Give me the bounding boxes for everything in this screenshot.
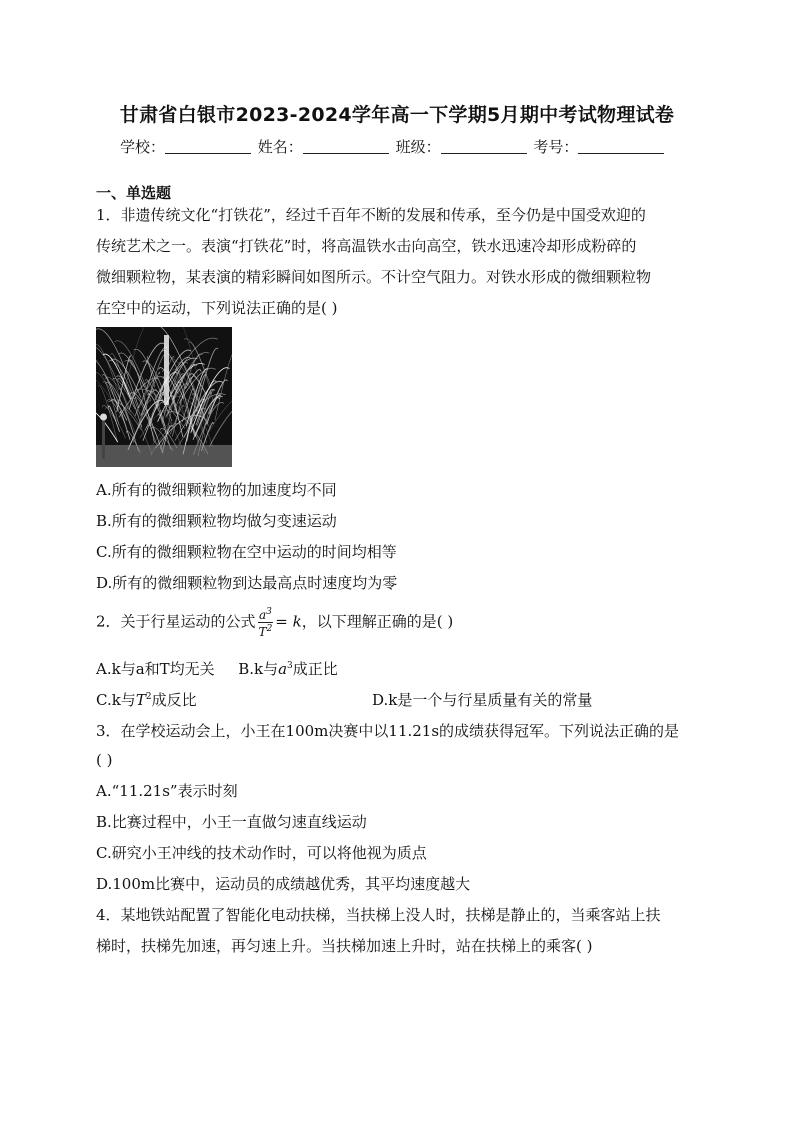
q2-suffix: ，以下理解正确的是( ) — [301, 612, 454, 631]
section-heading: 一、单选题 — [96, 184, 172, 202]
q2-option-d: D.k是一个与行星质量有关的常量 — [372, 691, 593, 709]
q2-stem — [96, 606, 453, 639]
formula-fraction — [258, 606, 274, 639]
exam-number-blank — [578, 139, 664, 154]
q1-line-2: 传统艺术之一。表演“打铁花”时，将高温铁水击向高空，铁水迅速冷却形成粉碎的 — [96, 237, 637, 255]
q2-option-b-pre: B.k与 — [238, 660, 279, 678]
q1-option-d: D.所有的微细颗粒物到达最高点时速度均为零 — [96, 574, 398, 592]
formula-denominator-exponent: 2 — [266, 624, 273, 634]
q4-line-2: 梯时，扶梯先加速，再匀速上升。当扶梯加速上升时，站在扶梯上的乘客( ) — [96, 937, 593, 955]
exam-number-label: 考号： — [533, 138, 579, 156]
formula-denominator: T — [258, 625, 267, 639]
q1-line-4: 在空中的运动，下列说法正确的是( ) — [96, 299, 338, 317]
name-blank — [303, 139, 389, 154]
q3-option-a: A.“11.21s”表示时刻 — [96, 782, 238, 800]
q2-option-b-post: 成正比 — [292, 660, 338, 678]
q2-option-b-var: a — [278, 660, 288, 678]
student-info-line — [120, 136, 680, 157]
q1-option-c: C.所有的微细颗粒物在空中运动的时间均相等 — [96, 543, 397, 561]
q2-option-c-var: T — [135, 691, 146, 709]
q2-option-a: A.k与a和T均无关 — [96, 660, 215, 678]
q2-option-c-pre: C.k与 — [96, 691, 136, 709]
q1-line-1: 1．非遗传统文化“打铁花”，经过千百年不断的发展和传承，至今仍是中国受欢迎的 — [96, 206, 646, 224]
q3-option-b: B.比赛过程中，小王一直做匀速直线运动 — [96, 813, 367, 831]
formula-numerator-exponent: 3 — [266, 607, 272, 617]
sparks-image — [96, 327, 232, 467]
q1-option-b: B.所有的微细颗粒物均做匀变速运动 — [96, 512, 337, 530]
q4-line-1: 4．某地铁站配置了智能化电动扶梯，当扶梯上没人时，扶梯是静止的，当乘客站上扶 — [96, 906, 661, 924]
q3-line-2: ( ) — [96, 751, 113, 769]
class-blank — [441, 139, 527, 154]
q2-option-c-post: 成反比 — [151, 691, 197, 709]
school-blank — [165, 139, 251, 154]
q3-option-d: D.100m比赛中，运动员的成绩越优秀，其平均速度越大 — [96, 875, 471, 893]
q2-option-c — [96, 689, 197, 710]
class-label: 班级： — [395, 138, 441, 156]
q3-line-1: 3．在学校运动会上，小王在100m决赛中以11.21s的成绩获得冠军。下列说法正确的是 — [96, 722, 680, 740]
formula-numerator: a — [258, 608, 267, 622]
q2-prefix: 2．关于行星运动的公式 — [96, 612, 256, 631]
q2-option-b-exp: 3 — [287, 661, 293, 671]
q3-option-c: C.研究小王冲线的技术动作时，可以将他视为质点 — [96, 844, 427, 862]
formula-equals: = k — [275, 612, 302, 631]
q1-option-a: A.所有的微细颗粒物的加速度均不同 — [96, 481, 337, 499]
iron-flower-photo — [96, 327, 232, 467]
q2-options-row-1 — [96, 658, 338, 679]
q1-line-3: 微细颗粒物，某表演的精彩瞬间如图所示。不计空气阻力。对铁水形成的微细颗粒物 — [96, 268, 652, 286]
exam-title: 甘肃省白银市2023-2024学年高一下学期5月期中考试物理试卷 — [119, 104, 675, 126]
q2-option-b — [238, 660, 338, 678]
name-label: 姓名： — [257, 138, 303, 156]
school-label: 学校： — [120, 138, 166, 156]
q2-option-c-exp: 2 — [145, 692, 152, 702]
